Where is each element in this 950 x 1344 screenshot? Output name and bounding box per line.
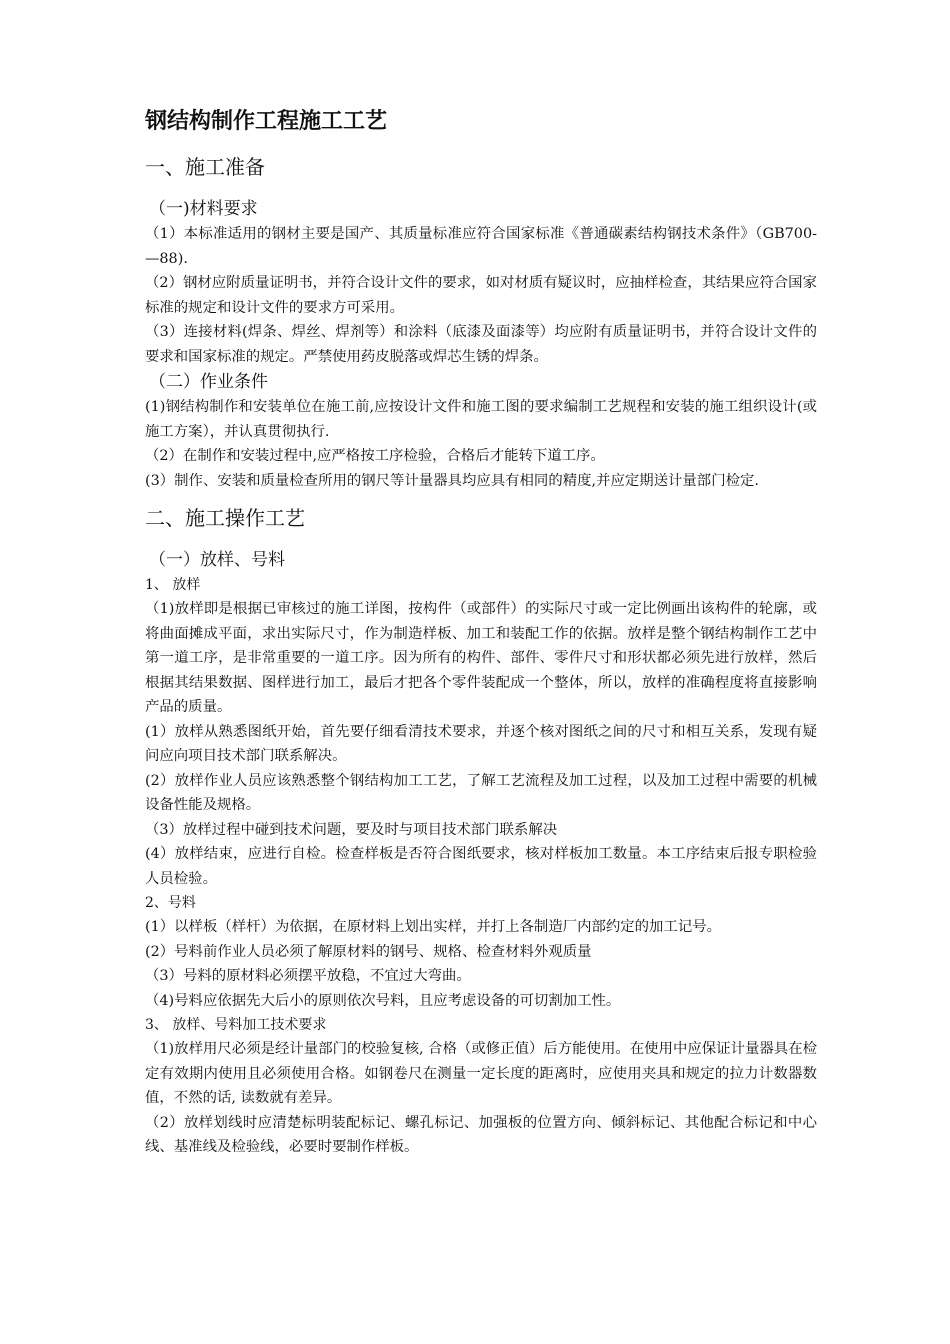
item-heading-technical-requirements: 3、 放样、号料加工技术要求: [145, 1017, 327, 1033]
paragraph: (2）放样作业人员应该熟悉整个钢结构加工工艺，了解工艺流程及加工过程，以及加工过程中需要的机械设备性能及规格。: [145, 772, 817, 813]
item-heading-marking: 2、号料: [145, 895, 196, 911]
paragraph: （1)放样即是根据已审核过的施工详图，按构件（或部件）的实际尺寸或一定比例画出该构件的轮廓，或将曲面摊成平面，求出实际尺寸，作为制造样板、加工和装配工作的依据。放样是整个钢结构制作工艺中第一道工序，是非常重要的一道工序。因为所有的构件、部件、零件尺寸和形状都必须先进行放样，然后根据其结果数据、图样进行加工，最后才把各个零件装配成一个整体，所以，放样的准确程度将直接影响产品的质量。: [145, 601, 817, 715]
document-page: [145, 104, 817, 1160]
paragraph: （2）在制作和安装过程中,应严格按工序检验，合格后才能转下道工序。: [145, 448, 605, 464]
paragraph: （4)号料应依据先大后小的原则依次号料，且应考虑设备的可切割加工性。: [145, 992, 621, 1009]
subsection-heading-materials: （一)材料要求: [149, 199, 258, 219]
paragraph: (1)钢结构制作和安装单位在施工前,应按设计文件和施工图的要求编制工艺规程和安装的施工组织设计(或施工方案），并认真贯彻执行.: [145, 399, 817, 440]
subsection-heading-work-conditions: （二）作业条件: [149, 372, 268, 392]
paragraph: (3）制作、安装和质量检查所用的钢尺等计量器具均应具有相同的精度,并应定期送计量部门检定.: [145, 472, 759, 489]
paragraph: （3）放样过程中碰到技术问题，要及时与项目技术部门联系解决: [145, 821, 558, 838]
section-heading-preparation: 一、施工准备: [145, 155, 265, 179]
paragraph: （3）连接材料(焊条、焊丝、焊剂等）和涂料（底漆及面漆等）均应附有质量证明书，并符合设计文件的要求和国家标准的规定。严禁使用药皮脱落或焊芯生锈的焊条。: [145, 324, 817, 365]
section-heading-operations: 二、施工操作工艺: [145, 506, 305, 530]
document-title: 钢结构制作工程施工工艺: [145, 108, 388, 134]
paragraph: (1）以样板（样杆）为依据，在原材料上划出实样，并打上各制造厂内部约定的加工记号。: [145, 919, 722, 935]
paragraph: (1）放样从熟悉图纸开始，首先要仔细看清技术要求，并逐个核对图纸之间的尺寸和相互关系，发现有疑问应向项目技术部门联系解决。: [145, 723, 817, 764]
item-heading-lofting: 1、 放样: [145, 577, 201, 593]
paragraph: （1）本标准适用的钢材主要是国产、其质量标准应符合国家标准《普通碳素结构钢技术条件》（GB700-—88).: [145, 226, 817, 267]
paragraph: （2）放样划线时应清楚标明装配标记、螺孔标记、加强板的位置方向、倾斜标记、其他配合标记和中心线、基准线及检验线，必要时要制作样板。: [145, 1114, 817, 1155]
paragraph: (4）放样结束，应进行自检。检查样板是否符合图纸要求，核对样板加工数量。本工序结束后报专职检验人员检验。: [145, 846, 817, 887]
paragraph: （2）钢材应附质量证明书，并符合设计文件的要求，如对材质有疑议时，应抽样检查，其结果应符合国家标准的规定和设计文件的要求方可采用。: [145, 275, 817, 316]
paragraph: （3）号料的原材料必须摆平放稳，不宜过大弯曲。: [145, 968, 471, 984]
subsection-heading-lofting: （一）放样、号料: [149, 550, 285, 570]
paragraph: （1)放样用尺必须是经计量部门的校验复核, 合格（或修正值）后方能使用。在使用中应保证计量器具在检定有效期内使用且必须使用合格。如钢卷尺在测量一定长度的距离时，应使用夹具和规定的拉力计数器数值，不然的话, 读数就有差异。: [145, 1041, 817, 1106]
paragraph: (2）号料前作业人员必须了解原材料的钢号、规格、检查材料外观质量: [145, 943, 592, 960]
